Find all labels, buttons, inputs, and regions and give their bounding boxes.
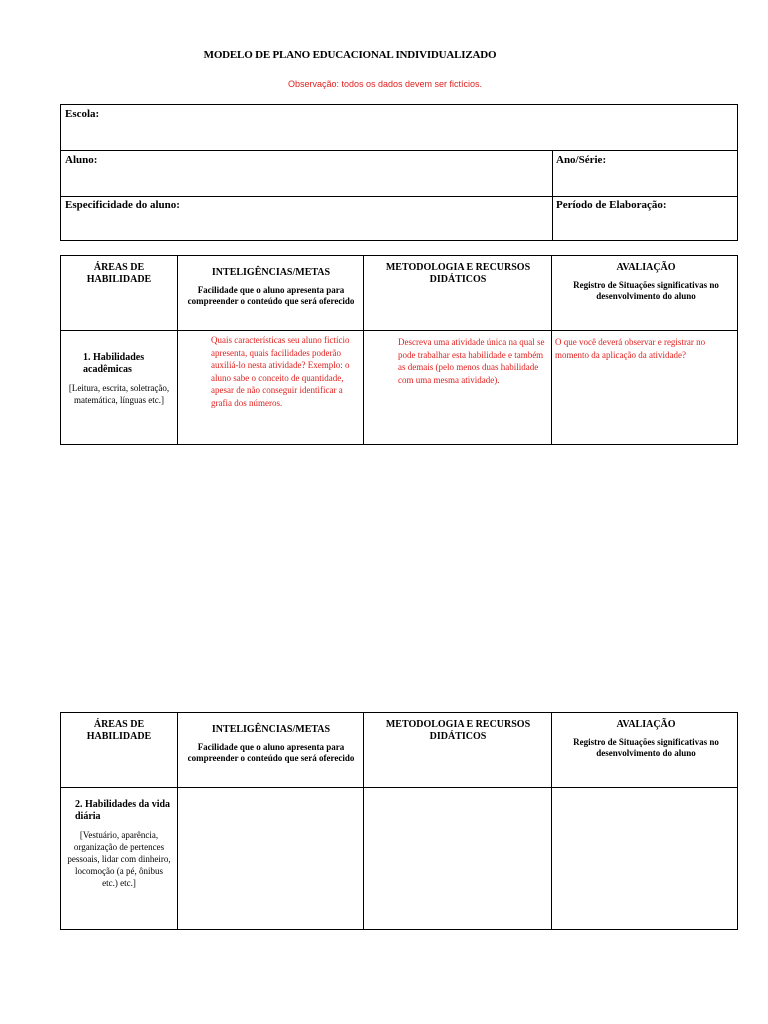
- column-divider: [363, 713, 364, 929]
- skills-table-academic: [60, 255, 738, 445]
- header-intelligences: [183, 267, 359, 307]
- header-evaluation-sub: Registro de Situações significativas no desenvolvimento do aluno: [573, 280, 719, 301]
- header-intelligences: [183, 724, 359, 764]
- observation-note: Observação: todos os dados devem ser fictícios.: [287, 79, 483, 89]
- column-divider: [551, 713, 552, 929]
- header-intelligences-title: INTELIGÊNCIAS/METAS: [211, 724, 331, 735]
- column-divider: [177, 713, 178, 929]
- header-intelligences-sub: Facilidade que o aluno apresenta para compreender o conteúdo que será oferecido: [187, 285, 355, 306]
- methodology-cell: Descreva uma atividade única na qual se pode trabalhar esta habilidade e também as demais (pelo menos duas habilidade com uma mesma atividade).: [398, 337, 545, 385]
- area-title: Habilidades da vida diária: [75, 799, 171, 822]
- area-title: Habilidades acadêmicas: [83, 352, 145, 375]
- area-cell: [67, 352, 171, 406]
- header-intelligences-title: INTELIGÊNCIAS/METAS: [211, 267, 331, 278]
- area-number: 1.: [83, 352, 91, 363]
- header-areas: ÁREAS DE HABILIDADE: [86, 262, 152, 285]
- student-label: Aluno:: [65, 154, 98, 166]
- school-row: [61, 105, 737, 151]
- specificity-label: Especificidade do aluno:: [65, 199, 180, 211]
- grade-label: Ano/Série:: [556, 154, 607, 166]
- area-description: [Vestuário, aparência, organização de pertences pessoais, lidar com dinheiro, locomoção (a pé, ônibus etc.) etc.]: [67, 830, 171, 888]
- area-number: 2.: [75, 799, 83, 810]
- info-column-divider: [552, 151, 553, 240]
- period-label: Período de Elaboração:: [556, 199, 667, 211]
- column-divider: [551, 256, 552, 444]
- area-description: [Leitura, escrita, soletração, matemática, línguas etc.]: [68, 383, 170, 405]
- evaluation-cell: O que você deverá observar e registrar no momento da aplicação da atividade?: [555, 337, 706, 360]
- header-divider: [61, 330, 737, 331]
- header-evaluation: [555, 262, 737, 302]
- document-title: MODELO DE PLANO EDUCACIONAL INDIVIDUALIZADO: [203, 49, 497, 61]
- header-intelligences-sub: Facilidade que o aluno apresenta para compreender o conteúdo que será oferecido: [187, 742, 355, 763]
- header-divider: [61, 787, 737, 788]
- area-heading: [67, 799, 171, 823]
- area-cell: [67, 799, 171, 889]
- header-areas: ÁREAS DE HABILIDADE: [86, 719, 152, 742]
- area-heading: [67, 352, 171, 376]
- column-divider: [177, 256, 178, 444]
- skills-table-daily-life: [60, 712, 738, 930]
- header-evaluation: [555, 719, 737, 759]
- header-evaluation-title: AVALIAÇÃO: [616, 262, 676, 273]
- school-label: Escola:: [65, 108, 100, 120]
- column-divider: [363, 256, 364, 444]
- header-methodology: METODOLOGIA E RECURSOS DIDÁTICOS: [385, 262, 531, 285]
- student-info-table: [60, 104, 738, 241]
- header-evaluation-title: AVALIAÇÃO: [616, 719, 676, 730]
- header-evaluation-sub: Registro de Situações significativas no desenvolvimento do aluno: [573, 737, 719, 758]
- intelligences-cell: Quais características seu aluno fictício apresenta, quais facilidades poderão auxiliá-lo nesta atividade? Exemplo: o aluno sabe o conceito de quantidade, apesar de não conseguir identificar a grafia dos números.: [211, 335, 350, 408]
- header-methodology: METODOLOGIA E RECURSOS DIDÁTICOS: [385, 719, 531, 742]
- student-row: [61, 151, 737, 197]
